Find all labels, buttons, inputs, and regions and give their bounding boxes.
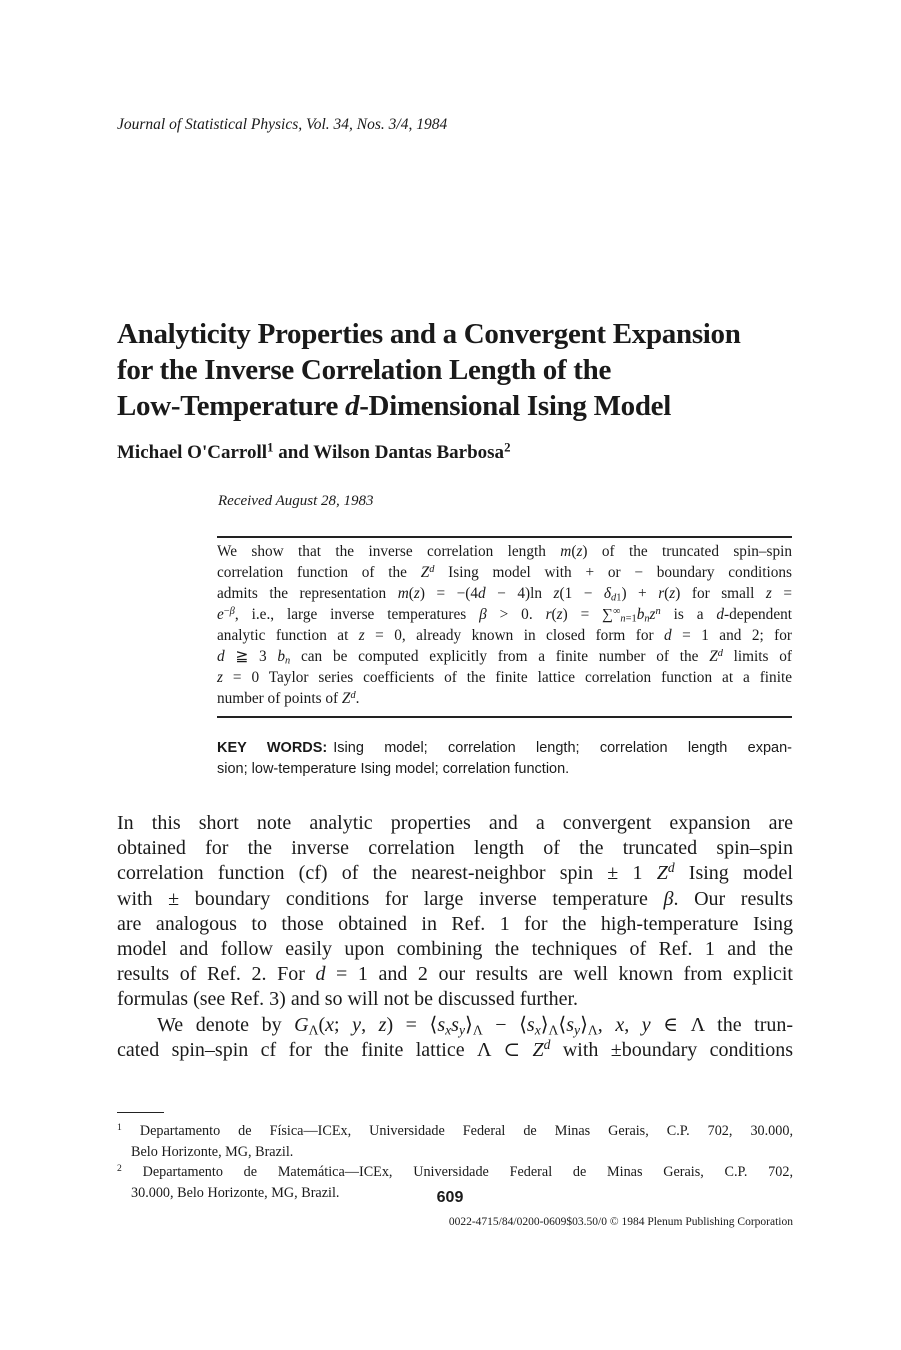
- abstract-bottom-rule: [217, 716, 792, 718]
- body-line: with ± boundary conditions for large inverse temperature β. Our results: [117, 887, 793, 910]
- key-words: [217, 738, 792, 780]
- abstract-line: We show that the inverse correlation length m(z) of the truncated spin–spin: [217, 543, 792, 560]
- abstract-line: d ≧ 3 $b_n$ can be computed explicitly from a finite number of the $Z^d$ limits of: [217, 647, 792, 667]
- author-2: Wilson Dantas Barbosa: [313, 442, 505, 463]
- body-text-segment: with ±boundary conditions: [550, 1038, 793, 1061]
- body-line: are analogous to those obtained in Ref. 1 for the high-temperature Ising: [117, 912, 793, 935]
- abstract: [217, 541, 792, 709]
- body-text-segment: results of Ref. 2. For: [117, 963, 316, 986]
- abstract-line: z = 0 Taylor series coefficients of the finite lattice correlation function at a finite: [217, 669, 792, 686]
- author-conjunction: and: [273, 442, 314, 463]
- footnote-2-line-1: [117, 1162, 793, 1183]
- footnote-2-mark: 2: [117, 1163, 122, 1175]
- body-line: cated spin–spin cf for the finite lattice Λ ⊂ $Z^d$ with ±boundary conditions: [117, 1037, 793, 1061]
- body-text-segment: = 1 and 2 our results are well known from explicit: [325, 963, 793, 986]
- footnote-1-text: Departamento de Física—ICEx, Universidade Federal de Minas Gerais, C.P. 702, 30.000,: [139, 1123, 794, 1139]
- body-line: model and follow easily upon combining the techniques of Ref. 1 and the: [117, 938, 793, 961]
- body-text-segment: Ising model: [674, 862, 793, 885]
- title-line-3: [117, 388, 817, 424]
- body-line: correlation function (cf) of the nearest-neighbor spin ± 1 $Z^d$ Ising model: [117, 860, 793, 885]
- abstract-top-rule: [217, 536, 792, 538]
- title-line-3-start: Low-Temperature: [117, 390, 345, 422]
- abstract-line: $e^{-\beta}$, i.e., large inverse temperatures β > 0. $r(z) = \sum^\infty_{n=1}b_nz^n$ is a d-dependent: [217, 605, 793, 625]
- title-line-1: Analyticity Properties and a Convergent Expansion: [117, 318, 741, 350]
- body-line: We denote by $G_\Lambda(x$; y, $z) = ⟨s_xs_y⟩_\Lambda$ − $⟨s_x⟩_\Lambda⟨s_y⟩_\Lambda$, x, y ∈ Λ the trun-: [157, 1013, 794, 1038]
- footnote-2-text: Departamento de Matemática—ICEx, Universidade Federal de Minas Gerais, C.P. 702,: [142, 1164, 793, 1180]
- page-number: 609: [436, 1189, 464, 1206]
- abstract-line: correlation function of the $Z^d$ Ising model with + or − boundary conditions: [217, 563, 792, 581]
- author-1: Michael O'Carroll: [117, 442, 268, 463]
- title-line-2: for the Inverse Correlation Length of the: [117, 354, 612, 386]
- author-1-affiliation-mark: 1: [267, 439, 274, 455]
- body-text-segment: correlation function (cf) of the nearest-neighbor spin ± 1: [117, 862, 657, 885]
- authors: [117, 439, 511, 464]
- body-line: obtained for the inverse correlation length of the truncated spin–spin: [117, 837, 793, 860]
- footnote-1-line-2: Belo Horizonte, MG, Brazil.: [131, 1143, 294, 1160]
- footnote-1-line-1: [117, 1121, 793, 1142]
- abstract-line: admits the representation m(z) = −(4d − 4)ln $z(1 - \delta_{d1}) + r(z)$ for small z =: [217, 585, 792, 604]
- copyright-line: 0022-4715/84/0200-0609$03.50/0 © 1984 Plenum Publishing Corporation: [448, 1216, 793, 1228]
- title-d-symbol: d: [344, 390, 360, 422]
- keywords-line-2: sion; low-temperature Ising model; correlation function.: [217, 761, 570, 777]
- footnote-2-line-2: 30.000, Belo Horizonte, MG, Brazil.: [131, 1184, 340, 1201]
- body-text-segment: the trun-: [704, 1013, 794, 1036]
- received-date: Received August 28, 1983: [218, 493, 374, 509]
- footnote-rule: [117, 1112, 164, 1113]
- body-line: formulas (see Ref. 3) and so will not be discussed further.: [117, 988, 579, 1011]
- paper-title: [117, 316, 817, 424]
- author-2-affiliation-mark: 2: [504, 439, 511, 455]
- body-text-segment: We denote by: [157, 1013, 295, 1036]
- keywords-line-1: [217, 738, 792, 759]
- journal-citation: Journal of Statistical Physics, Vol. 34, Nos. 3/4, 1984: [117, 116, 448, 133]
- body-text-segment: with ± boundary conditions for large inverse temperature: [117, 887, 664, 910]
- abstract-line: number of points of $Z^d$.: [217, 689, 360, 707]
- title-line-3-end: -Dimensional Ising Model: [359, 390, 672, 422]
- body-line: In this short note analytic properties and a convergent expansion are: [117, 812, 793, 834]
- keywords-label: KEY WORDS:: [217, 740, 328, 756]
- body-text: [117, 811, 793, 1063]
- body-line: results of Ref. 2. For d = 1 and 2 our results are well known from explicit: [117, 963, 793, 986]
- footnote-1-mark: 1: [117, 1122, 122, 1134]
- body-text-segment: . Our results: [673, 887, 793, 910]
- abstract-line: analytic function at z = 0, already known in closed form for d = 1 and 2; for: [217, 627, 793, 644]
- body-text-segment: cated spin–spin cf for the finite lattice Λ ⊂: [117, 1038, 533, 1061]
- keywords-text-1: Ising model; correlation length; correlation length expan-: [333, 740, 792, 756]
